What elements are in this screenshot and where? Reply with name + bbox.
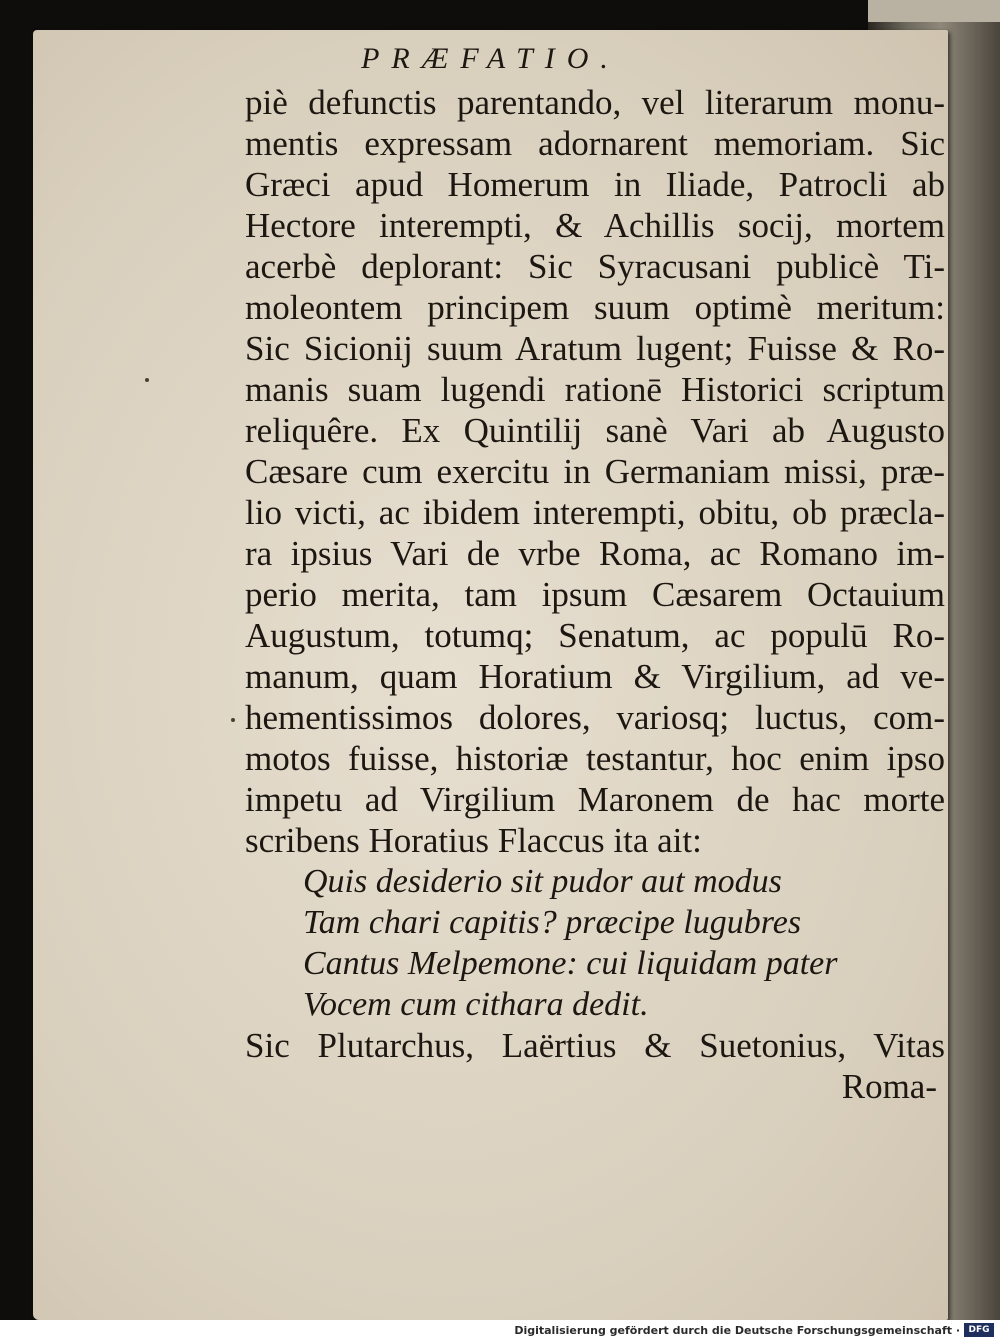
closing-line: Sic Plutarchus, Laërtius & Suetonius, Vitas [245, 1026, 945, 1065]
body-line: manis suam lugendi rationē Historici scriptum [245, 370, 945, 409]
body-line: piè defunctis parentando, vel literarum monu- [245, 83, 945, 122]
verse-line: Vocem cum cithara dedit. [303, 986, 649, 1023]
body-line: reliquêre. Ex Quintilij sanè Vari ab Augusto [245, 411, 945, 450]
body-line: scribens Horatius Flaccus ita ait: [245, 821, 702, 860]
body-line: Græci apud Homerum in Iliade, Patrocli ab [245, 165, 945, 204]
running-head: PRÆFATIO. [361, 42, 620, 75]
body-line: perio merita, tam ipsum Cæsarem Octauium [245, 575, 945, 614]
body-line: Sic Sicionij suum Aratum lugent; Fuisse & Ro- [245, 329, 945, 368]
funding-credit: Digitalisierung gefördert durch die Deutsche Forschungsgemeinschaft · [514, 1324, 960, 1337]
body-line: mentis expressam adornarent memoriam. Sic [245, 124, 945, 163]
body-line: manum, quam Horatium & Virgilium, ad ve- [245, 657, 945, 696]
margin-speck [145, 378, 149, 382]
body-line: Augustum, totumq; Senatum, ac populū Ro- [245, 616, 945, 655]
body-line: hementissimos dolores, variosq; luctus, com- [245, 698, 945, 737]
verse-line: Quis desiderio sit pudor aut modus [303, 863, 782, 900]
digitization-footer [0, 1320, 1000, 1340]
body-line: ra ipsius Vari de vrbe Roma, ac Romano im- [245, 534, 945, 573]
book-page [33, 30, 948, 1320]
verse-line: Tam chari capitis? præcipe lugubres [303, 904, 802, 941]
catchword: Roma- [841, 1067, 937, 1106]
book-edge-top [868, 0, 1000, 22]
body-line: Cæsare cum exercitu in Germaniam missi, præ- [245, 452, 945, 491]
body-line: moleontem principem suum optimè meritum: [245, 288, 945, 327]
body-line: acerbè deplorant: Sic Syracusani publicè Ti- [245, 247, 945, 286]
margin-speck [231, 718, 235, 722]
body-line: motos fuisse, historiæ testantur, hoc enim ipso [245, 739, 945, 778]
verse-quotation [245, 861, 945, 1025]
body-line: lio victi, ac ibidem interempti, obitu, ob præcla- [245, 493, 945, 532]
verse-line: Cantus Melpemone: cui liquidam pater [303, 945, 838, 982]
text-block [245, 82, 945, 1107]
body-line: impetu ad Virgilium Maronem de hac morte [245, 780, 945, 819]
body-line: Hectore interempti, & Achillis socij, mortem [245, 206, 945, 245]
dfg-logo: DFG [964, 1323, 994, 1337]
